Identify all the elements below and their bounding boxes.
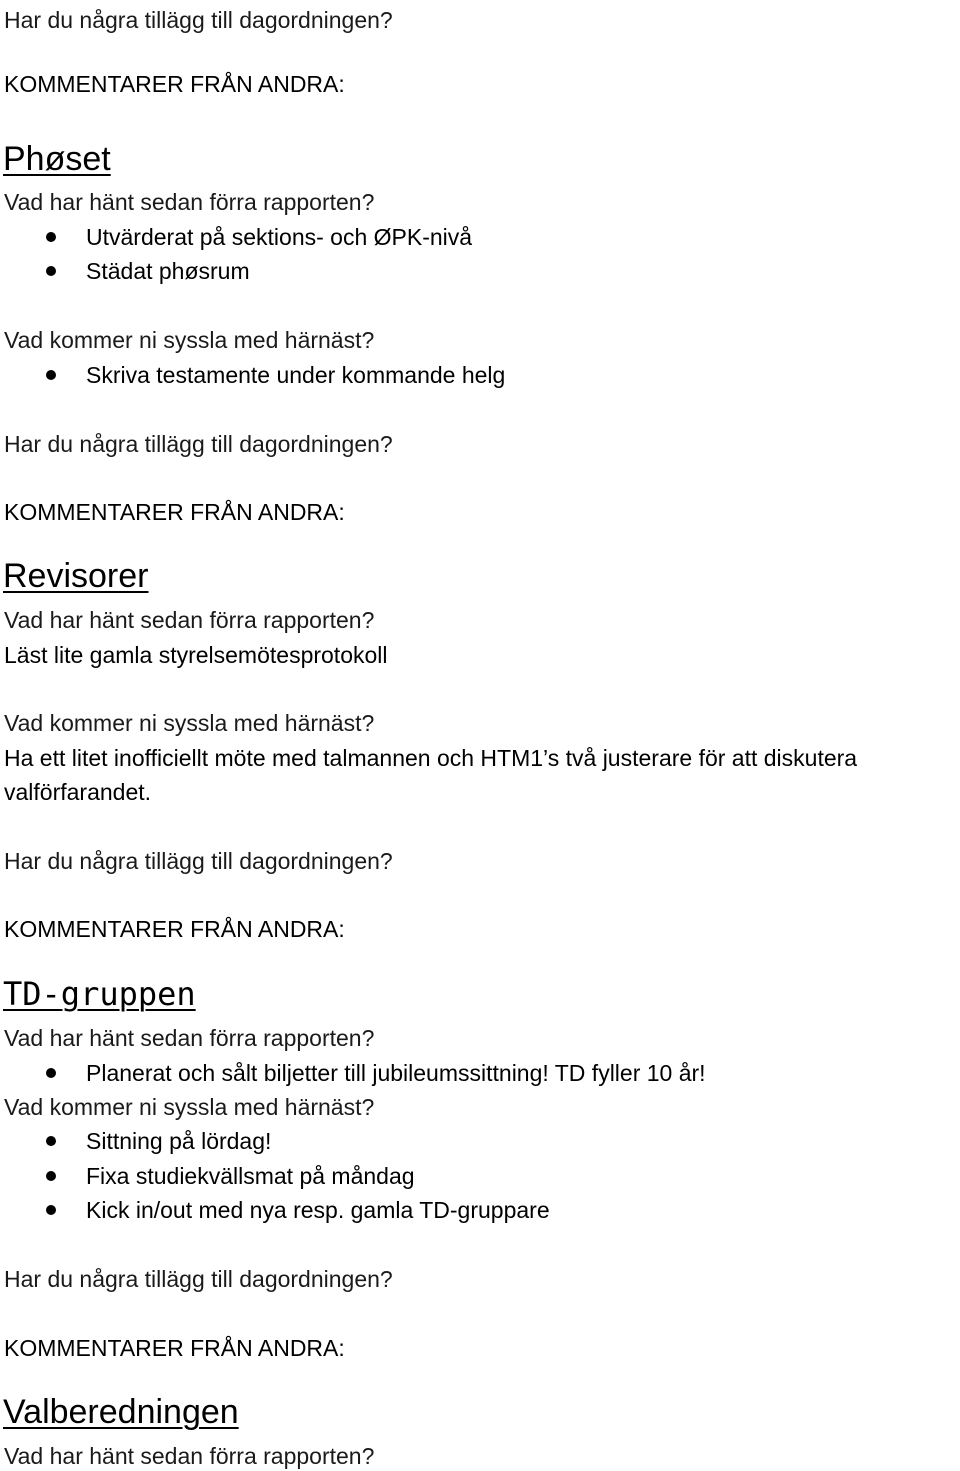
list-item-text: Planerat och sålt biljetter till jubileumssittning! TD fyller 10 år! xyxy=(86,1060,706,1086)
bullet-icon xyxy=(46,232,56,242)
comments-label: KOMMENTARER FRÅN ANDRA: xyxy=(4,71,345,97)
question-since-last-report: Vad har hänt sedan förra rapporten? xyxy=(4,189,375,215)
bullet-icon xyxy=(46,1205,56,1215)
section-heading-valberedningen: Valberedningen xyxy=(3,1393,239,1431)
list-item-text: Kick in/out med nya resp. gamla TD-gruppare xyxy=(86,1197,550,1223)
question-additions: Har du några tillägg till dagordningen? xyxy=(4,848,393,874)
paragraph: Läst lite gamla styrelsemötesprotokoll xyxy=(4,642,388,668)
list-item-text: Fixa studiekvällsmat på måndag xyxy=(86,1163,415,1189)
section-heading-td-gruppen: TD-gruppen xyxy=(3,975,196,1013)
list-item-text: Sittning på lördag! xyxy=(86,1128,272,1154)
comments-label: KOMMENTARER FRÅN ANDRA: xyxy=(4,1335,345,1361)
list-item-text: Städat phøsrum xyxy=(86,258,250,284)
question-next: Vad kommer ni syssla med härnäst? xyxy=(4,710,375,736)
comments-label: KOMMENTARER FRÅN ANDRA: xyxy=(4,916,345,942)
bullet-icon xyxy=(46,1171,56,1181)
bullet-icon xyxy=(46,1068,56,1078)
paragraph-continued: valförfarandet. xyxy=(4,779,152,805)
question-since-last-report: Vad har hänt sedan förra rapporten? xyxy=(4,607,375,633)
list-item-text: Utvärderat på sektions- och ØPK-nivå xyxy=(86,224,473,250)
bullet-icon xyxy=(46,370,56,380)
question-additions: Har du några tillägg till dagordningen? xyxy=(4,431,393,457)
question-since-last-report: Vad har hänt sedan förra rapporten? xyxy=(4,1025,375,1051)
question-next: Vad kommer ni syssla med härnäst? xyxy=(4,327,375,353)
section-heading-revisorer: Revisorer xyxy=(3,557,149,595)
section-heading-phoset: Phøset xyxy=(3,140,111,178)
comments-label: KOMMENTARER FRÅN ANDRA: xyxy=(4,499,345,525)
paragraph: Ha ett litet inofficiellt möte med talmannen och HTM1’s två justerare för att diskutera xyxy=(4,745,858,771)
bullet-icon xyxy=(46,1136,56,1146)
list-item-text: Skriva testamente under kommande helg xyxy=(86,362,506,388)
question-additions: Har du några tillägg till dagordningen? xyxy=(4,1266,393,1292)
bullet-icon xyxy=(46,266,56,276)
question-next: Vad kommer ni syssla med härnäst? xyxy=(4,1094,375,1120)
question-additions: Har du några tillägg till dagordningen? xyxy=(4,7,393,33)
question-since-last-report: Vad har hänt sedan förra rapporten? xyxy=(4,1443,375,1469)
